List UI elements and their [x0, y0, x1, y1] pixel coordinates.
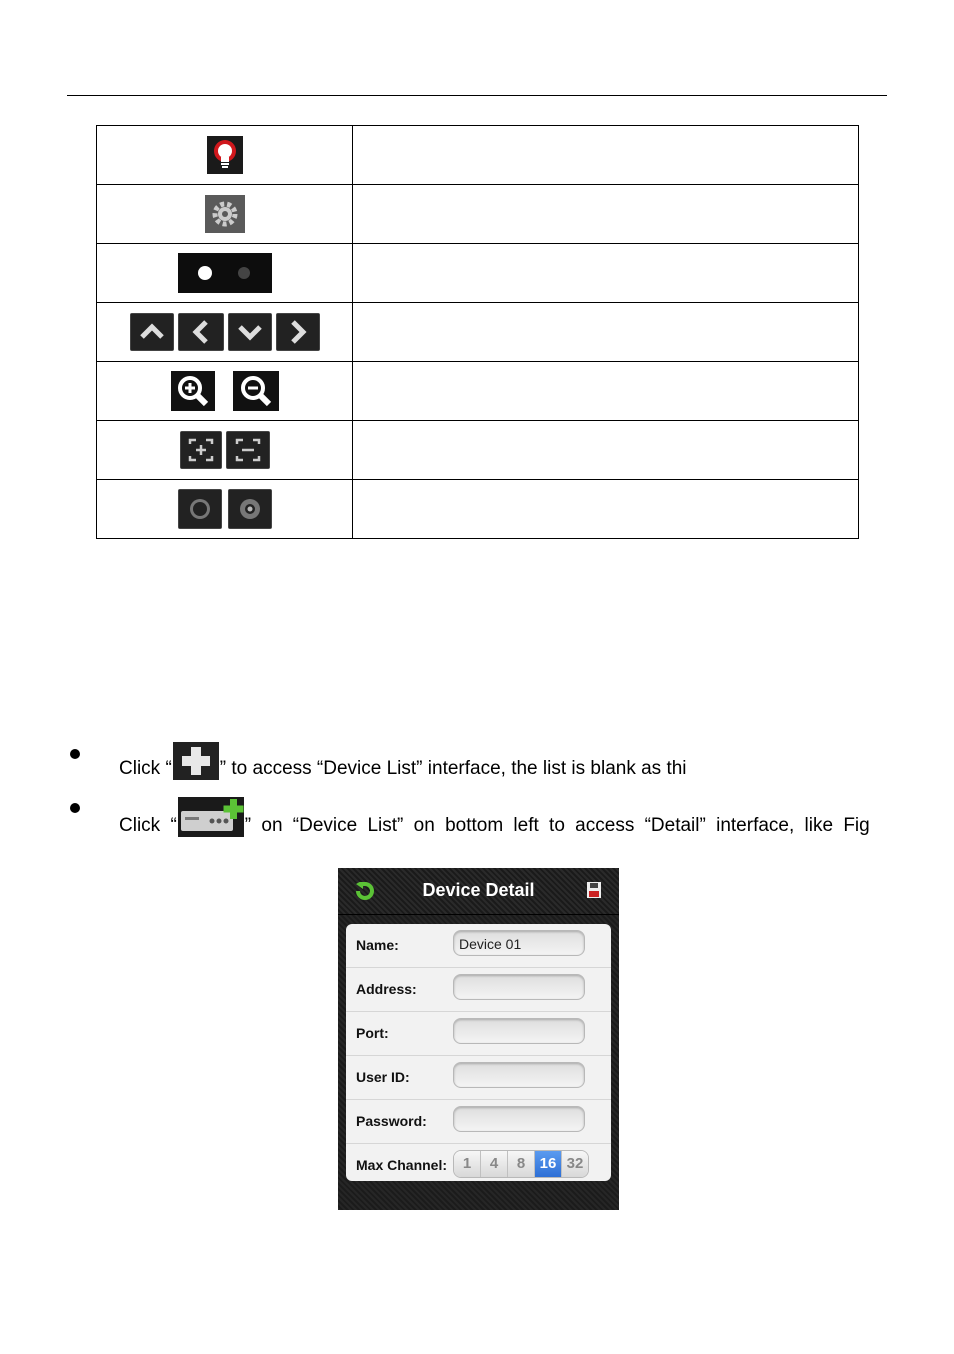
address-row: Address: — [346, 968, 611, 1012]
password-row: Password: — [346, 1100, 611, 1144]
bullet-text-2: Click “ ” on “Device List” on bottom left to access “Detail” interface, like Fig — [119, 797, 870, 837]
focus-minus-icon[interactable] — [226, 431, 270, 469]
gear-icon — [205, 195, 245, 233]
table-row — [97, 480, 859, 539]
port-row: Port: — [346, 1012, 611, 1056]
channel-option-32[interactable]: 32 — [562, 1151, 588, 1177]
icon-table — [96, 125, 859, 539]
bullet-dot — [70, 803, 80, 813]
arrow-right-icon[interactable] — [276, 313, 320, 351]
iris-small-icon[interactable] — [178, 489, 222, 529]
iris-large-icon[interactable] — [228, 489, 272, 529]
password-field[interactable] — [453, 1106, 585, 1132]
save-icon[interactable] — [587, 882, 601, 903]
channel-option-4[interactable]: 4 — [481, 1151, 508, 1177]
user-id-row: User ID: — [346, 1056, 611, 1100]
zoom-in-icon[interactable] — [171, 371, 215, 411]
bullet-text-1: Click “ ” to access “Device List” interface, the list is blank as thi — [119, 742, 687, 780]
table-row — [97, 362, 859, 421]
table-row — [97, 185, 859, 244]
max-channel-row: Max Channel: 1 4 8 16 32 — [346, 1144, 611, 1181]
name-field[interactable]: Device 01 — [453, 930, 585, 956]
arrow-left-icon[interactable] — [178, 313, 224, 351]
table-row — [97, 303, 859, 362]
zoom-out-icon[interactable] — [233, 371, 279, 411]
add-device-icon — [178, 797, 244, 843]
page-dots-icon — [178, 253, 272, 293]
user-id-field[interactable] — [453, 1062, 585, 1088]
light-bulb-icon — [207, 136, 243, 174]
name-row: Name: Device 01 — [346, 924, 611, 968]
channel-option-8[interactable]: 8 — [508, 1151, 535, 1177]
focus-plus-icon[interactable] — [180, 431, 222, 469]
address-field[interactable] — [453, 974, 585, 1000]
table-row — [97, 421, 859, 480]
bullet-dot — [70, 749, 80, 759]
device-detail-screen — [338, 868, 619, 1210]
table-row — [97, 244, 859, 303]
screen-title: Device Detail — [422, 880, 535, 900]
port-field[interactable] — [453, 1018, 585, 1044]
plus-icon — [173, 742, 219, 786]
arrow-up-icon[interactable] — [130, 313, 174, 351]
header-rule — [67, 95, 887, 96]
table-row — [97, 126, 859, 185]
max-channel-selector — [453, 1150, 589, 1178]
channel-option-1[interactable]: 1 — [454, 1151, 481, 1177]
arrow-down-icon[interactable] — [228, 313, 272, 351]
channel-option-16[interactable]: 16 — [535, 1151, 562, 1177]
device-form — [346, 924, 611, 1181]
